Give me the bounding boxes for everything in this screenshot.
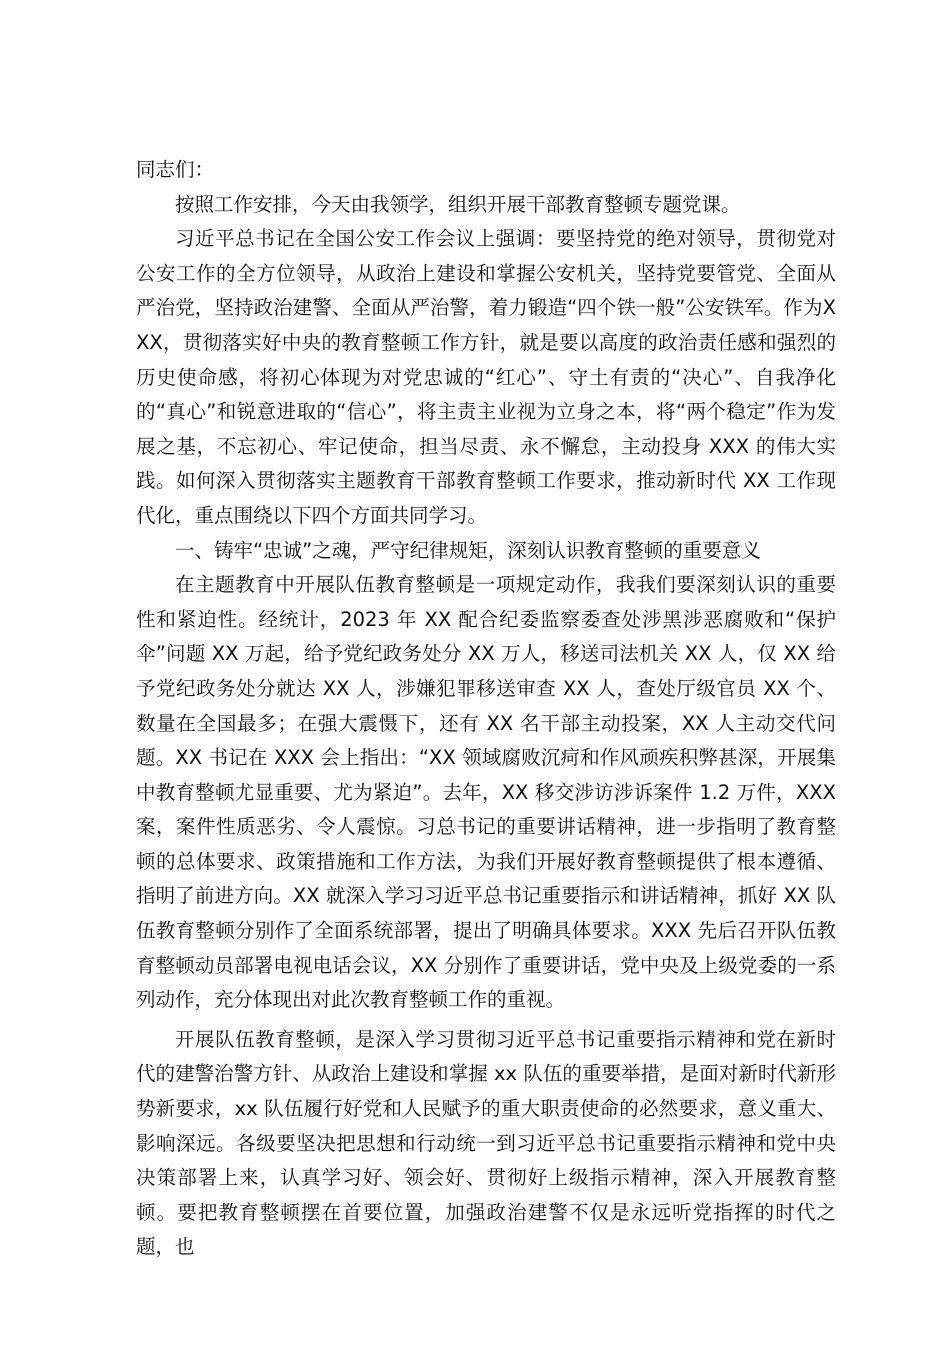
salutation: 同志们：: [136, 158, 215, 181]
paragraph-xi-quote: 习近平总书记在全国公安工作会议上强调：要坚持党的绝对领导，贯彻党对公安工作的全方位领导，从政治上建设和掌握公安机关，坚持党要管党、全面从严治党，坚持政治建警、全面从严治警，着力锻造“四个铁一般”公安铁军。作为XXX，贯彻落实好中央的教育整顿工作方针，就是要以高度的政治责任感和强烈的历史使命感，将初心体现为对党忠诚的“红心”、守土有责的“决心”、自我净化的“真心”和锐意进取的“信心”，将主责主业视为立身之本，将“两个稳定”作为发展之基，不忘初心、牢记使命，担当尽责、永不懈怠，主动投身 XXX 的伟大实践。如何深入贯彻落实主题教育干部教育整顿工作要求，推动新时代 XX 工作现代化，重点围绕以下四个方面共同学习。: [136, 227, 836, 527]
paragraph-statistics: 在主题教育中开展队伍教育整顿是一项规定动作，我我们要深刻认识的重要性和紧迫性。经统计，2023 年 XX 配合纪委监察委查处涉黑涉恶腐败和“保护伞”问题 XX 万起，给予党纪政务处分 XX 万人，移送司法机关 XX 人，仅 XX 给予党纪政务处分就达 XX 人，涉嫌犯罪移送审查 XX 人，查处厅级官员 XX 个、数量在全国最多；在强大震慑下，还有 XX 名干部主动投案，XX 人主动交代问题。XX 书记在 XXX 会上指出：“XX 领域腐败沉疴和作风顽疾积弊甚深，开展集中教育整顿尤显重要、尤为紧迫”。去年，XX 移交涉访涉诉案件 1.2 万件，XXX 案，案件性质恶劣、令人震惊。习总书记的重要讲话精神，进一步指明了教育整顿的总体要求、政策措施和工作方法，为我们开展好教育整顿提供了根本遵循、指明了前进方向。XX 就深入学习习近平总书记重要指示和讲话精神，抓好 XX 队伍教育整顿分别作了全面系统部署，提出了明确具体要求。XXX 先后召开队伍教育整顿动员部署电视电话会议，XX 分别作了重要讲话，党中央及上级党委的一系列动作，充分体现出对此次教育整顿工作的重视。: [136, 573, 836, 1012]
document-body: [136, 153, 836, 1265]
paragraph-significance: 开展队伍教育整顿，是深入学习贯彻习近平总书记重要指示精神和党在新时代的建警治警方针、从政治上建设和掌握 xx 队伍的重要举措，是面对新时代新形势新要求，xx 队伍履行好党和人民赋予的重大职责使命的必然要求，意义重大、影响深远。各级要坚决把思想和行动统一到习近平总书记重要指示精神和党中央决策部署上来，认真学习好、领会好、贯彻好上级指示精神，深入开展教育整顿。要把教育整顿摆在首要位置，加强政治建警不仅是永远听党指挥的时代之题，也: [136, 1027, 836, 1259]
section-heading-1: 一、铸牢“忠诚”之魂，严守纪律规矩，深刻认识教育整顿的重要意义: [175, 538, 761, 562]
paragraph-intro: 按照工作安排，今天由我领学，组织开展干部教育整顿专题党课。: [175, 192, 741, 216]
